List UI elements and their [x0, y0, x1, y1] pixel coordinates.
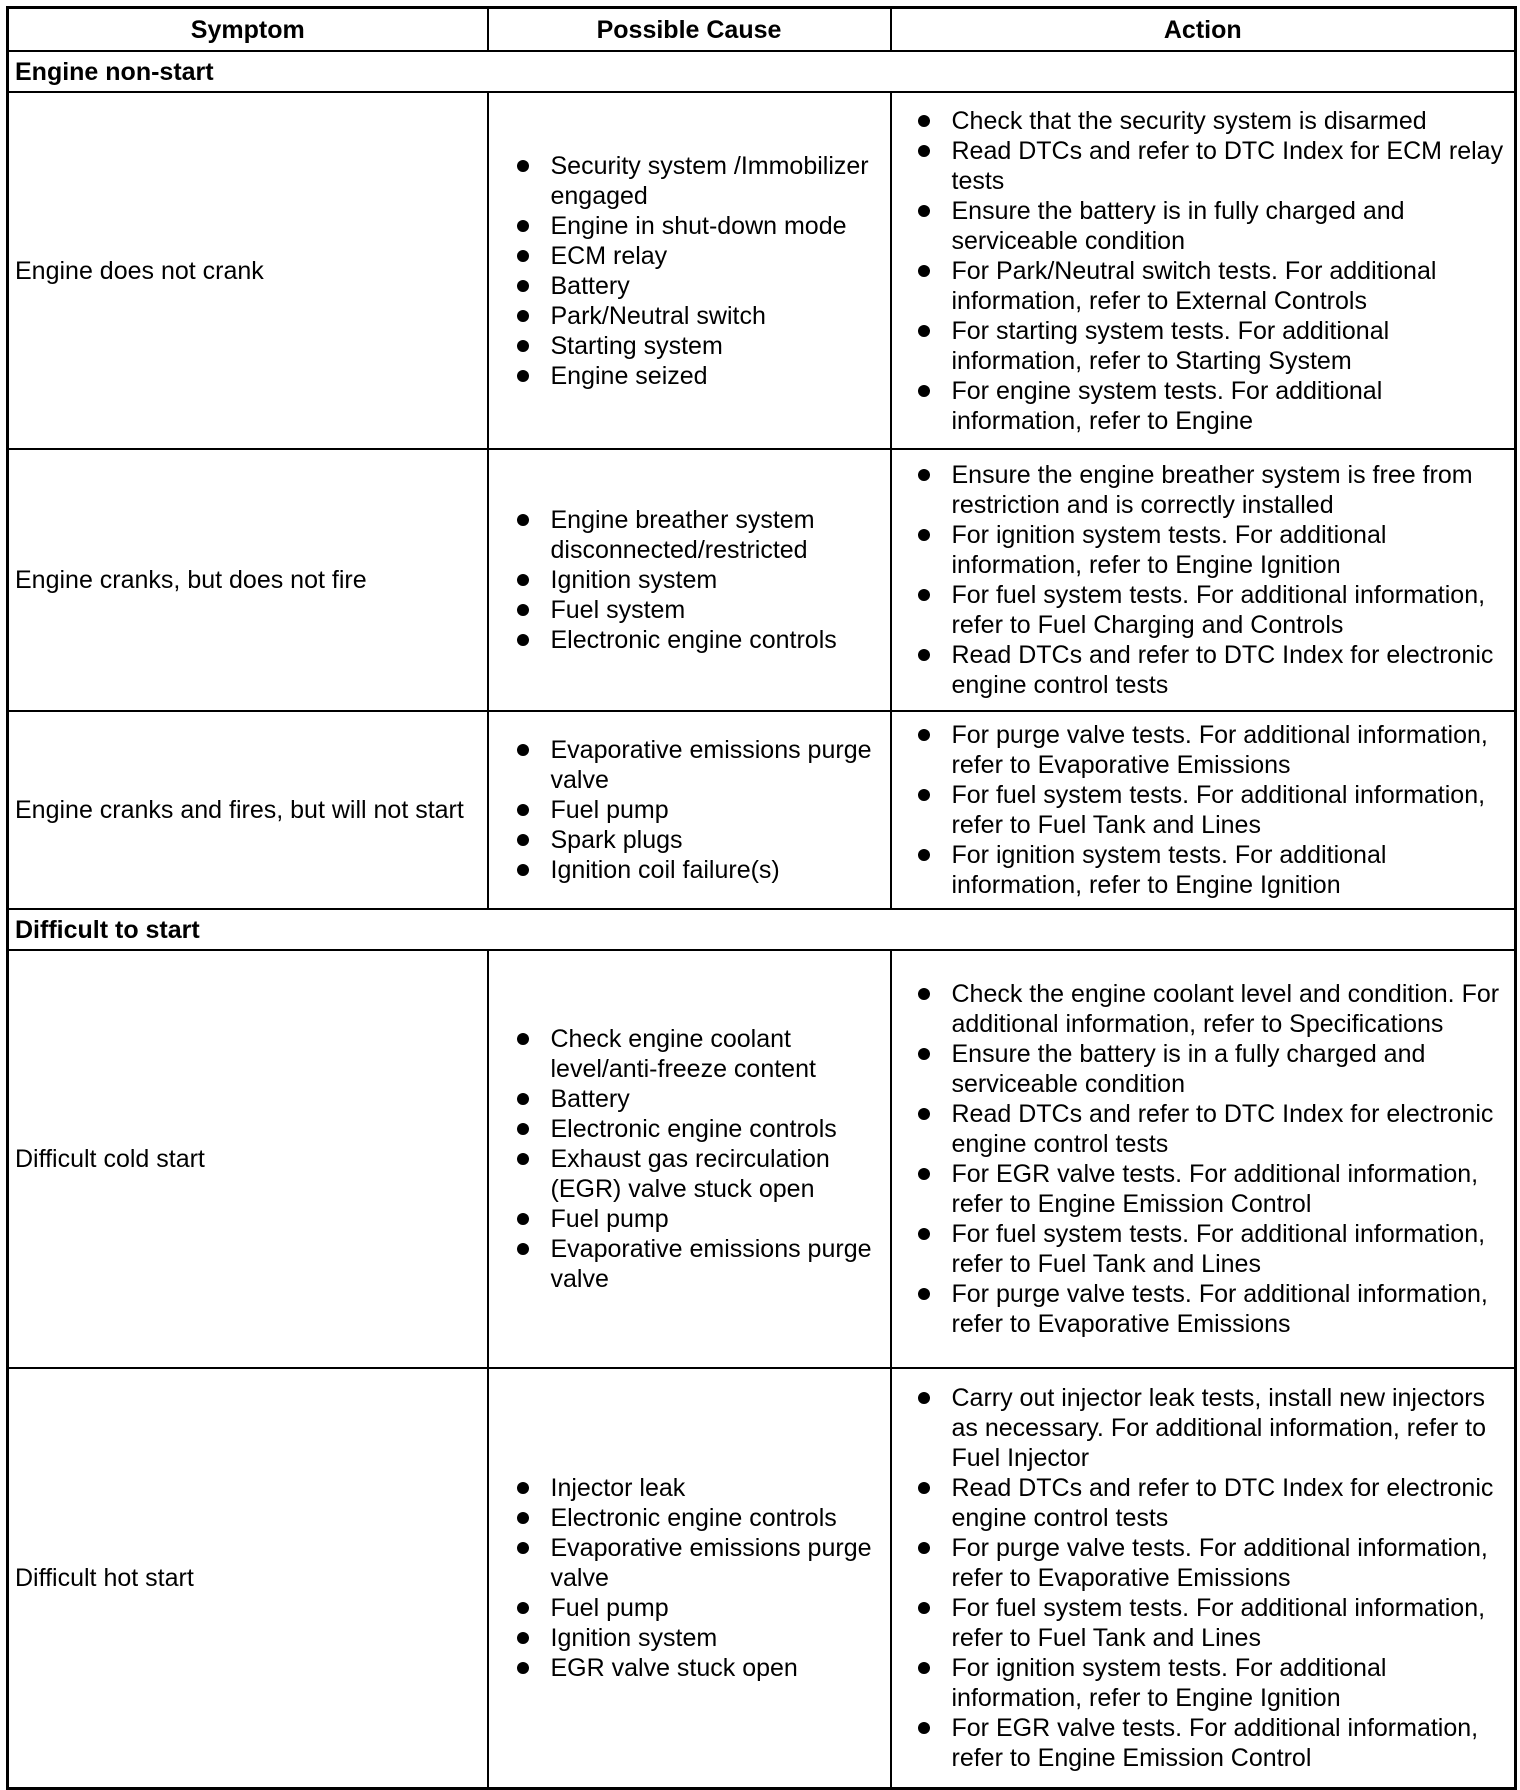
list-item: Engine in shut-down mode [517, 211, 884, 241]
table-row [8, 92, 1516, 449]
list-item: Read DTCs and refer to DTC Index for electronic engine control tests [918, 640, 1509, 700]
list-item: Read DTCs and refer to DTC Index for electronic engine control tests [918, 1473, 1509, 1533]
list-item: For engine system tests. For additional information, refer to Engine [918, 376, 1509, 436]
table-row [8, 1368, 1516, 1788]
action-cell [891, 1368, 1516, 1788]
cause-cell [488, 449, 891, 711]
symptom-chart-table [6, 6, 1517, 1790]
cause-cell [488, 711, 891, 909]
list-item: Engine seized [517, 361, 884, 391]
list-item: For purge valve tests. For additional information, refer to Evaporative Emissions [918, 1279, 1509, 1339]
cause-list [495, 1473, 884, 1683]
list-item: For Park/Neutral switch tests. For additional information, refer to External Controls [918, 256, 1509, 316]
list-item: Check the engine coolant level and condition. For additional information, refer to Specifications [918, 979, 1509, 1039]
table-row [8, 711, 1516, 909]
action-list [898, 106, 1509, 436]
cause-list [495, 151, 884, 391]
list-item: Ignition system [517, 1623, 884, 1653]
list-item: Evaporative emissions purge valve [517, 1234, 884, 1294]
list-item: Starting system [517, 331, 884, 361]
action-list [898, 460, 1509, 700]
list-item: For ignition system tests. For additional information, refer to Engine Ignition [918, 520, 1509, 580]
list-item: Injector leak [517, 1473, 884, 1503]
list-item: Ignition coil failure(s) [517, 855, 884, 885]
list-item: ECM relay [517, 241, 884, 271]
list-item: Carry out injector leak tests, install new injectors as necessary. For additional information, refer to Fuel Injector [918, 1383, 1509, 1473]
list-item: Electronic engine controls [517, 1114, 884, 1144]
list-item: For fuel system tests. For additional information, refer to Fuel Charging and Controls [918, 580, 1509, 640]
list-item: Fuel pump [517, 795, 884, 825]
list-item: Park/Neutral switch [517, 301, 884, 331]
action-cell [891, 92, 1516, 449]
symptom-cell: Engine cranks, but does not fire [8, 449, 488, 711]
cause-list [495, 1024, 884, 1294]
cause-cell [488, 92, 891, 449]
symptom-cell: Difficult hot start [8, 1368, 488, 1788]
action-list [898, 1383, 1509, 1773]
list-item: Check that the security system is disarmed [918, 106, 1509, 136]
list-item: Engine breather system disconnected/restricted [517, 505, 884, 565]
section-row [8, 51, 1516, 92]
list-item: Evaporative emissions purge valve [517, 1533, 884, 1593]
list-item: For starting system tests. For additional information, refer to Starting System [918, 316, 1509, 376]
cause-cell [488, 950, 891, 1368]
list-item: Battery [517, 1084, 884, 1114]
action-cell [891, 950, 1516, 1368]
list-item: Fuel system [517, 595, 884, 625]
list-item: Ensure the battery is in fully charged and serviceable condition [918, 196, 1509, 256]
list-item: Ignition system [517, 565, 884, 595]
section-title: Difficult to start [8, 909, 1516, 950]
list-item: For purge valve tests. For additional information, refer to Evaporative Emissions [918, 1533, 1509, 1593]
list-item: Security system /Immobilizer engaged [517, 151, 884, 211]
list-item: For fuel system tests. For additional information, refer to Fuel Tank and Lines [918, 780, 1509, 840]
list-item: Spark plugs [517, 825, 884, 855]
diagnostic-page [6, 6, 1514, 1782]
list-item: For ignition system tests. For additional information, refer to Engine Ignition [918, 840, 1509, 900]
table-row [8, 449, 1516, 711]
action-cell [891, 711, 1516, 909]
list-item: For EGR valve tests. For additional information, refer to Engine Emission Control [918, 1159, 1509, 1219]
header-symptom: Symptom [8, 8, 488, 52]
list-item: Exhaust gas recirculation (EGR) valve stuck open [517, 1144, 884, 1204]
table-row [8, 950, 1516, 1368]
list-item: For purge valve tests. For additional information, refer to Evaporative Emissions [918, 720, 1509, 780]
list-item: Fuel pump [517, 1593, 884, 1623]
action-cell [891, 449, 1516, 711]
list-item: Check engine coolant level/anti-freeze content [517, 1024, 884, 1084]
list-item: Read DTCs and refer to DTC Index for ECM relay tests [918, 136, 1509, 196]
cause-cell [488, 1368, 891, 1788]
symptom-cell: Difficult cold start [8, 950, 488, 1368]
header-action: Action [891, 8, 1516, 52]
list-item: Ensure the battery is in a fully charged and serviceable condition [918, 1039, 1509, 1099]
list-item: Electronic engine controls [517, 625, 884, 655]
list-item: For fuel system tests. For additional information, refer to Fuel Tank and Lines [918, 1219, 1509, 1279]
list-item: Ensure the engine breather system is free from restriction and is correctly installed [918, 460, 1509, 520]
list-item: Read DTCs and refer to DTC Index for electronic engine control tests [918, 1099, 1509, 1159]
section-row [8, 909, 1516, 950]
action-list [898, 720, 1509, 900]
list-item: Battery [517, 271, 884, 301]
cause-list [495, 505, 884, 655]
list-item: Electronic engine controls [517, 1503, 884, 1533]
list-item: For fuel system tests. For additional information, refer to Fuel Tank and Lines [918, 1593, 1509, 1653]
header-possible-cause: Possible Cause [488, 8, 891, 52]
action-list [898, 979, 1509, 1339]
list-item: EGR valve stuck open [517, 1653, 884, 1683]
list-item: Evaporative emissions purge valve [517, 735, 884, 795]
section-title: Engine non-start [8, 51, 1516, 92]
symptom-cell: Engine cranks and fires, but will not start [8, 711, 488, 909]
list-item: For EGR valve tests. For additional information, refer to Engine Emission Control [918, 1713, 1509, 1773]
list-item: Fuel pump [517, 1204, 884, 1234]
list-item: For ignition system tests. For additional information, refer to Engine Ignition [918, 1653, 1509, 1713]
cause-list [495, 735, 884, 885]
table-header-row [8, 8, 1516, 52]
symptom-cell: Engine does not crank [8, 92, 488, 449]
